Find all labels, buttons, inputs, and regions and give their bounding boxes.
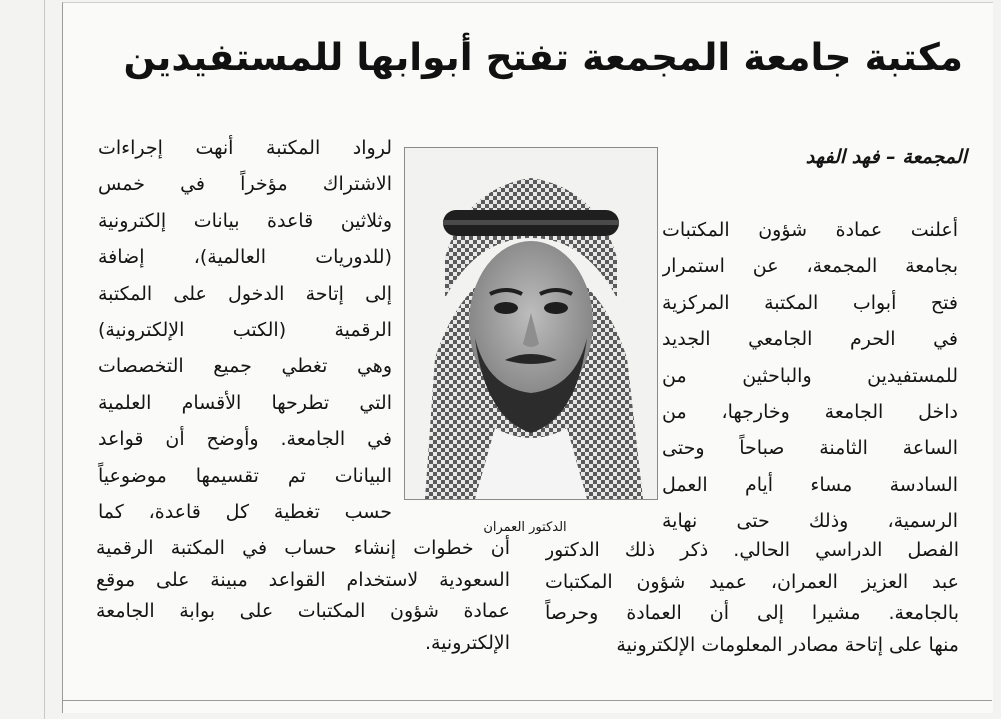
text-line: عمادة شؤون المكتبات على بوابة الجامعة [96, 600, 510, 622]
text-line: (للدوريات العالمية)، إضافة [98, 246, 392, 269]
text-line: الإلكترونية. [424, 631, 510, 654]
text-line: في الحرم الجامعي الجديد [662, 328, 958, 351]
article-column-left-bottom [96, 533, 510, 659]
article-column-right [662, 212, 958, 540]
portrait-illustration [405, 148, 657, 499]
text-line: الساعة الثامنة صباحاً وحتى [662, 437, 958, 460]
text-line: فتح أبواب المكتبة المركزية [662, 291, 958, 314]
text-line: الرسمية، وذلك حتى نهاية [662, 510, 958, 533]
text-line: للمستفيدين والباحثين من [662, 364, 958, 387]
text-line: السعودية لاستخدام القواعد مبينة على موقع [96, 568, 510, 591]
text-line: الاشتراك مؤخراً في خمس [98, 173, 392, 196]
text-line: منها على إتاحة مصادر المعلومات الإلكترونية [616, 633, 959, 656]
text-line: وثلاثين قاعدة بيانات إلكترونية [98, 209, 392, 232]
article-column-left [98, 130, 392, 530]
text-line: بجامعة المجمعة، عن استمرار [662, 255, 958, 278]
text-line: أن خطوات إنشاء حساب في المكتبة الرقمية [96, 537, 510, 559]
text-line: عبد العزيز العمران، عميد شؤون المكتبات [545, 570, 959, 593]
article-column-right-bottom [545, 535, 959, 661]
text-line: أعلنت عمادة شؤون المكتبات [662, 219, 958, 241]
text-line: لرواد المكتبة أنهت إجراءات [98, 137, 392, 159]
text-line: إلى إتاحة الدخول على المكتبة [98, 282, 392, 305]
text-line: البيانات تم تقسيمها موضوعياً [98, 464, 392, 487]
article-byline: المجمعة – فهد الفهد [805, 146, 967, 168]
text-line: داخل الجامعة وخارجها، من [662, 400, 958, 423]
text-line: الرقمية (الكتب الإلكترونية) [98, 318, 392, 341]
text-line: حسب تغطية كل قاعدة، كما [98, 500, 392, 523]
text-line: وهي تغطي جميع التخصصات [98, 355, 392, 378]
text-line: الفصل الدراسي الحالي. ذكر ذلك الدكتور [545, 539, 959, 561]
text-line: في الجامعة. وأوضح أن قواعد [98, 428, 392, 451]
page-edge-line [44, 0, 45, 719]
text-line: السادسة مساء أيام العمل [662, 473, 958, 496]
text-line: بالجامعة. مشيرا إلى أن العمادة وحرصاً [545, 602, 959, 624]
article-headline: مكتبة جامعة المجمعة تفتح أبوابها للمستفيدين [123, 35, 963, 79]
portrait-photo [404, 147, 658, 500]
text-line: التي تطرحها الأقسام العلمية [98, 391, 392, 414]
photo-caption: الدكتور العمران [483, 520, 567, 535]
clipping-bottom-rule [62, 700, 992, 701]
